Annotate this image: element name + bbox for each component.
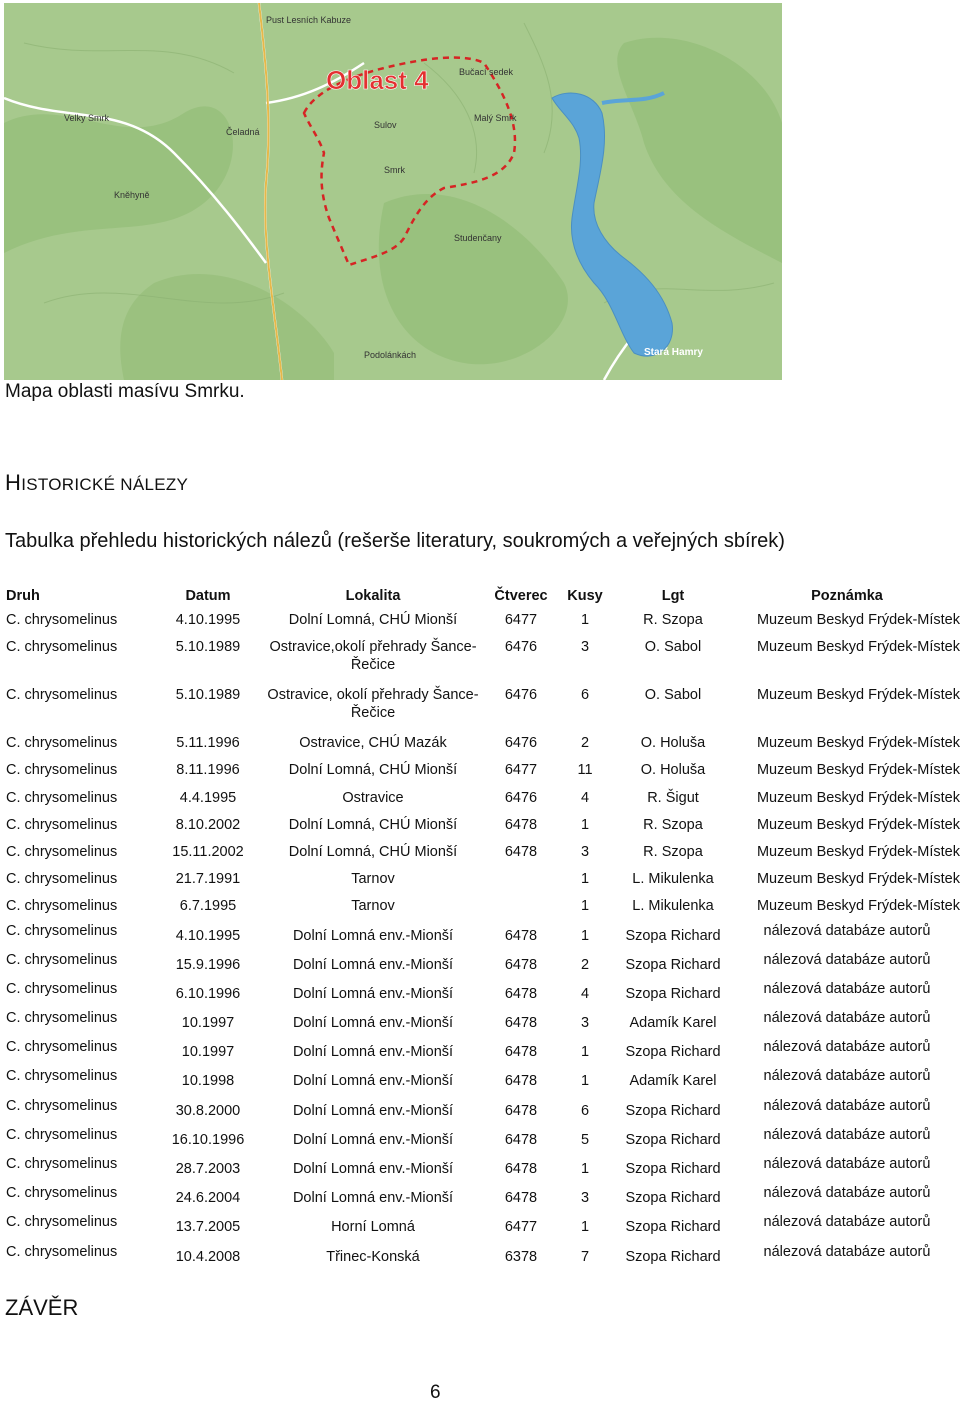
cell-lokalita: Dolní Lomná env.-Mionší xyxy=(292,1044,454,1061)
cell-ctverec: 6478 xyxy=(504,843,538,860)
cell-datum: 4.10.1995 xyxy=(175,927,241,944)
cell-druh: C. chrysomelinus xyxy=(6,843,118,860)
cell-ctverec: 6476 xyxy=(504,735,538,752)
cell-datum: 10.1998 xyxy=(181,1073,235,1090)
col-header-poznamka: Poznámka xyxy=(811,588,883,604)
cell-datum: 5.10.1989 xyxy=(175,687,241,704)
cell-poznamka: Muzeum Beskyd Frýdek-Místek xyxy=(756,816,960,833)
map-label: Malý Smrk xyxy=(474,113,517,123)
cell-ctverec: 6477 xyxy=(504,1219,538,1236)
cell-poznamka: nálezová databáze autorů xyxy=(763,1214,931,1231)
map-caption: Mapa oblasti masívu Smrku. xyxy=(5,381,245,402)
cell-ctverec: 6478 xyxy=(504,1131,538,1148)
cell-poznamka: nálezová databáze autorů xyxy=(763,1068,931,1085)
section-title-initial: H xyxy=(5,470,22,495)
cell-lokalita: Ostravice xyxy=(342,789,404,806)
cell-poznamka: nálezová databáze autorů xyxy=(763,1185,931,1202)
cell-poznamka: Muzeum Beskyd Frýdek-Místek xyxy=(756,762,960,779)
cell-druh: C. chrysomelinus xyxy=(6,898,118,915)
map-label: Studenčany xyxy=(454,233,502,243)
section-title-historical xyxy=(5,470,188,496)
cell-lokalita: Dolní Lomná env.-Mionší xyxy=(292,985,454,1002)
cell-druh: C. chrysomelinus xyxy=(6,1126,118,1143)
table-row xyxy=(6,608,960,635)
section-title-rest: ISTORICKÉ NÁLEZY xyxy=(21,475,189,494)
cell-lgt: Szopa Richard xyxy=(625,1102,721,1119)
cell-druh: C. chrysomelinus xyxy=(6,816,118,833)
cell-poznamka: nálezová databáze autorů xyxy=(763,951,931,968)
cell-lgt: L. Mikulenka xyxy=(632,898,714,915)
cell-datum: 8.11.1996 xyxy=(176,762,240,779)
cell-poznamka: Muzeum Beskyd Frýdek-Místek xyxy=(756,639,960,656)
cell-datum: 4.4.1995 xyxy=(179,789,237,806)
cell-ctverec: 6478 xyxy=(504,1015,538,1032)
cell-datum: 10.1997 xyxy=(181,1044,235,1061)
table-row xyxy=(6,1126,960,1155)
cell-kusy: 6 xyxy=(580,1102,590,1119)
cell-kusy: 1 xyxy=(580,612,590,628)
cell-druh: C. chrysomelinus xyxy=(6,1214,118,1231)
table-row xyxy=(6,1009,960,1038)
page-number: 6 xyxy=(430,1382,441,1403)
cell-kusy: 1 xyxy=(580,871,590,888)
cell-kusy: 11 xyxy=(577,762,593,779)
cell-datum: 5.11.1996 xyxy=(176,735,240,752)
cell-lokalita: Horní Lomná xyxy=(331,1219,415,1236)
cell-lgt: R. Szopa xyxy=(643,843,703,860)
cell-druh: C. chrysomelinus xyxy=(6,1097,118,1114)
cell-lgt: R. Šigut xyxy=(647,789,699,806)
cell-poznamka: Muzeum Beskyd Frýdek-Místek xyxy=(756,687,960,704)
cell-ctverec: 6478 xyxy=(504,1044,538,1061)
cell-ctverec: 6378 xyxy=(504,1248,538,1265)
cell-poznamka: nálezová databáze autorů xyxy=(763,1156,931,1172)
map-label: Smrk xyxy=(384,165,405,175)
cell-lokalita: Dolní Lomná env.-Mionší xyxy=(292,927,454,944)
cell-poznamka: nálezová databáze autorů xyxy=(763,1039,931,1056)
table-row xyxy=(6,1155,960,1184)
cell-ctverec: 6478 xyxy=(504,1161,538,1177)
cell-datum: 6.10.1996 xyxy=(175,985,241,1002)
col-header-kusy: Kusy xyxy=(567,588,603,604)
cell-lgt: O. Holuša xyxy=(640,735,706,752)
table-header-row xyxy=(6,584,960,608)
cell-datum: 15.11.2002 xyxy=(172,843,244,860)
table-row xyxy=(6,1213,960,1242)
cell-druh: C. chrysomelinus xyxy=(6,871,118,888)
table-row xyxy=(6,683,960,731)
cell-druh: C. chrysomelinus xyxy=(6,1068,118,1085)
cell-lokalita: Dolní Lomná env.-Mionší xyxy=(292,1015,454,1032)
map-image xyxy=(4,3,782,380)
cell-datum: 10.1997 xyxy=(181,1015,235,1032)
cell-lgt: O. Sabol xyxy=(644,687,702,704)
cell-druh: C. chrysomelinus xyxy=(6,687,118,704)
cell-druh: C. chrysomelinus xyxy=(6,1156,118,1172)
cell-datum: 15.9.1996 xyxy=(175,956,241,973)
cell-druh: C. chrysomelinus xyxy=(6,639,118,656)
cell-ctverec: 6478 xyxy=(504,1102,538,1119)
cell-lgt: Adamík Karel xyxy=(629,1015,717,1032)
cell-ctverec: 6478 xyxy=(504,1190,538,1207)
cell-lgt: Szopa Richard xyxy=(625,956,721,973)
cell-kusy: 1 xyxy=(580,1219,590,1236)
cell-poznamka: nálezová databáze autorů xyxy=(763,1097,931,1114)
cell-lgt: R. Szopa xyxy=(643,612,703,628)
cell-lgt: O. Holuša xyxy=(640,762,706,779)
table-row xyxy=(6,1067,960,1096)
map-label: Čeladná xyxy=(226,127,260,137)
cell-kusy: 1 xyxy=(580,1161,590,1177)
cell-druh: C. chrysomelinus xyxy=(6,612,118,628)
table-row xyxy=(6,635,960,683)
cell-poznamka: nálezová databáze autorů xyxy=(763,1010,931,1027)
cell-lokalita: Dolní Lomná, CHÚ Mionší xyxy=(288,816,458,833)
col-header-lokalita: Lokalita xyxy=(345,588,401,604)
cell-datum: 21.7.1991 xyxy=(175,871,241,888)
cell-ctverec: 6476 xyxy=(504,789,538,806)
table-description: Tabulka přehledu historických nálezů (rešerše literatury, soukromých a veřejných sbírek) xyxy=(5,530,785,552)
cell-lgt: Szopa Richard xyxy=(625,1248,721,1265)
cell-lgt: Szopa Richard xyxy=(625,1131,721,1148)
col-header-lgt: Lgt xyxy=(661,588,685,604)
cell-ctverec: 6476 xyxy=(504,639,538,656)
map-region-label: Oblast 4 xyxy=(326,65,429,95)
cell-lokalita: Třinec-Konská xyxy=(326,1248,420,1265)
cell-druh: C. chrysomelinus xyxy=(6,922,118,939)
cell-druh: C. chrysomelinus xyxy=(6,980,118,997)
cell-druh: C. chrysomelinus xyxy=(6,1010,118,1027)
cell-lgt: Szopa Richard xyxy=(625,927,721,944)
cell-kusy: 1 xyxy=(580,816,590,833)
cell-lgt: Szopa Richard xyxy=(625,985,721,1002)
cell-lokalita: Ostravice,okolí přehrady Šance-Řečice xyxy=(269,639,477,674)
cell-kusy: 1 xyxy=(580,898,590,915)
cell-poznamka: nálezová databáze autorů xyxy=(763,1126,931,1143)
cell-lgt: Adamík Karel xyxy=(629,1073,717,1090)
cell-kusy: 7 xyxy=(580,1248,590,1265)
cell-lokalita: Dolní Lomná env.-Mionší xyxy=(292,1190,454,1207)
cell-datum: 4.10.1995 xyxy=(175,612,241,628)
cell-kusy: 1 xyxy=(580,1044,590,1061)
cell-poznamka: Muzeum Beskyd Frýdek-Místek xyxy=(756,789,960,806)
cell-poznamka: Muzeum Beskyd Frýdek-Místek xyxy=(756,843,960,860)
col-header-druh: Druh xyxy=(6,588,40,604)
cell-ctverec: 6478 xyxy=(504,956,538,973)
cell-lgt: Szopa Richard xyxy=(625,1161,721,1177)
cell-datum: 6.7.1995 xyxy=(179,898,237,915)
cell-ctverec: 6476 xyxy=(504,687,538,704)
cell-datum: 13.7.2005 xyxy=(175,1219,241,1236)
table-row xyxy=(6,1243,960,1272)
cell-druh: C. chrysomelinus xyxy=(6,951,118,968)
map-label: Velky Smrk xyxy=(64,113,110,123)
section-title-conclusion: ZÁVĚR xyxy=(5,1295,79,1320)
cell-datum: 24.6.2004 xyxy=(175,1190,241,1207)
cell-poznamka: Muzeum Beskyd Frýdek-Místek xyxy=(756,871,960,888)
table-row xyxy=(6,813,960,840)
cell-lokalita: Ostravice, CHÚ Mazák xyxy=(299,735,447,752)
cell-ctverec: 6477 xyxy=(504,762,538,779)
map-label: Bučací sedek xyxy=(459,67,514,77)
cell-lokalita: Ostravice, okolí přehrady Šance-Řečice xyxy=(267,687,479,722)
historical-findings-table xyxy=(6,584,960,1272)
cell-ctverec xyxy=(484,867,558,894)
cell-kusy: 3 xyxy=(580,639,590,656)
cell-kusy: 4 xyxy=(580,985,590,1002)
cell-poznamka: nálezová databáze autorů xyxy=(763,922,931,939)
cell-lgt: O. Sabol xyxy=(644,639,702,656)
cell-ctverec: 6478 xyxy=(504,816,538,833)
map-figure xyxy=(4,3,782,380)
cell-lgt: L. Mikulenka xyxy=(632,871,714,888)
cell-lokalita: Dolní Lomná, CHÚ Mionší xyxy=(288,612,458,628)
map-label: Podolánkách xyxy=(364,350,417,360)
cell-datum: 16.10.1996 xyxy=(171,1131,245,1148)
map-label: Pust Lesních Kabuze xyxy=(266,15,352,25)
cell-lokalita: Dolní Lomná, CHÚ Mionší xyxy=(288,843,458,860)
table-row xyxy=(6,980,960,1009)
table-row xyxy=(6,786,960,813)
table-row xyxy=(6,1184,960,1213)
cell-druh: C. chrysomelinus xyxy=(6,735,118,752)
cell-poznamka: nálezová databáze autorů xyxy=(763,980,931,997)
table-row xyxy=(6,1038,960,1067)
map-label: Stará Hamry xyxy=(644,347,703,358)
cell-datum: 10.4.2008 xyxy=(175,1248,241,1265)
cell-poznamka: Muzeum Beskyd Frýdek-Místek xyxy=(756,612,960,628)
cell-kusy: 1 xyxy=(580,1073,590,1090)
table-row xyxy=(6,922,960,951)
cell-lokalita: Dolní Lomná env.-Mionší xyxy=(292,1161,454,1177)
cell-poznamka: Muzeum Beskyd Frýdek-Místek xyxy=(756,898,960,915)
cell-ctverec: 6478 xyxy=(504,1073,538,1090)
cell-druh: C. chrysomelinus xyxy=(6,1243,118,1260)
cell-lgt: Szopa Richard xyxy=(625,1044,721,1061)
cell-druh: C. chrysomelinus xyxy=(6,1185,118,1202)
cell-lokalita: Dolní Lomná env.-Mionší xyxy=(292,956,454,973)
cell-lokalita: Dolní Lomná, CHÚ Mionší xyxy=(288,762,458,779)
cell-lgt: Szopa Richard xyxy=(625,1190,721,1207)
cell-datum: 5.10.1989 xyxy=(175,639,241,656)
col-header-ctverec: Čtverec xyxy=(494,588,548,604)
table-row xyxy=(6,867,960,894)
table-row xyxy=(6,951,960,980)
cell-lgt: Szopa Richard xyxy=(625,1219,721,1236)
cell-kusy: 4 xyxy=(580,789,590,806)
cell-lokalita: Dolní Lomná env.-Mionší xyxy=(292,1131,454,1148)
map-label: Sulov xyxy=(374,120,397,130)
cell-druh: C. chrysomelinus xyxy=(6,789,118,806)
cell-kusy: 6 xyxy=(580,687,590,704)
cell-poznamka: Muzeum Beskyd Frýdek-Místek xyxy=(756,735,960,752)
cell-lgt: R. Szopa xyxy=(643,816,703,833)
cell-ctverec: 6478 xyxy=(504,927,538,944)
cell-kusy: 3 xyxy=(580,1190,590,1207)
cell-datum: 8.10.2002 xyxy=(175,816,241,833)
cell-druh: C. chrysomelinus xyxy=(6,762,118,779)
cell-ctverec xyxy=(484,894,558,921)
cell-lokalita: Tarnov xyxy=(351,871,395,888)
cell-lokalita: Dolní Lomná env.-Mionší xyxy=(292,1073,454,1090)
table-row xyxy=(6,758,960,785)
cell-lokalita: Dolní Lomná env.-Mionší xyxy=(292,1102,454,1119)
cell-ctverec: 6478 xyxy=(504,985,538,1002)
table-row xyxy=(6,840,960,867)
cell-poznamka: nálezová databáze autorů xyxy=(763,1243,931,1260)
cell-lokalita: Tarnov xyxy=(351,898,395,915)
map-label: Kněhyně xyxy=(114,190,150,200)
cell-kusy: 3 xyxy=(580,1015,590,1032)
table-row xyxy=(6,731,960,758)
cell-datum: 28.7.2003 xyxy=(175,1161,241,1177)
col-header-datum: Datum xyxy=(185,588,231,604)
cell-druh: C. chrysomelinus xyxy=(6,1039,118,1056)
cell-kusy: 2 xyxy=(580,735,590,752)
cell-kusy: 2 xyxy=(580,956,590,973)
cell-ctverec: 6477 xyxy=(504,612,538,628)
cell-kusy: 5 xyxy=(580,1131,590,1148)
table-row xyxy=(6,894,960,921)
cell-datum: 30.8.2000 xyxy=(175,1102,241,1119)
cell-kusy: 3 xyxy=(580,843,590,860)
table-row xyxy=(6,1097,960,1126)
cell-kusy: 1 xyxy=(580,927,590,944)
